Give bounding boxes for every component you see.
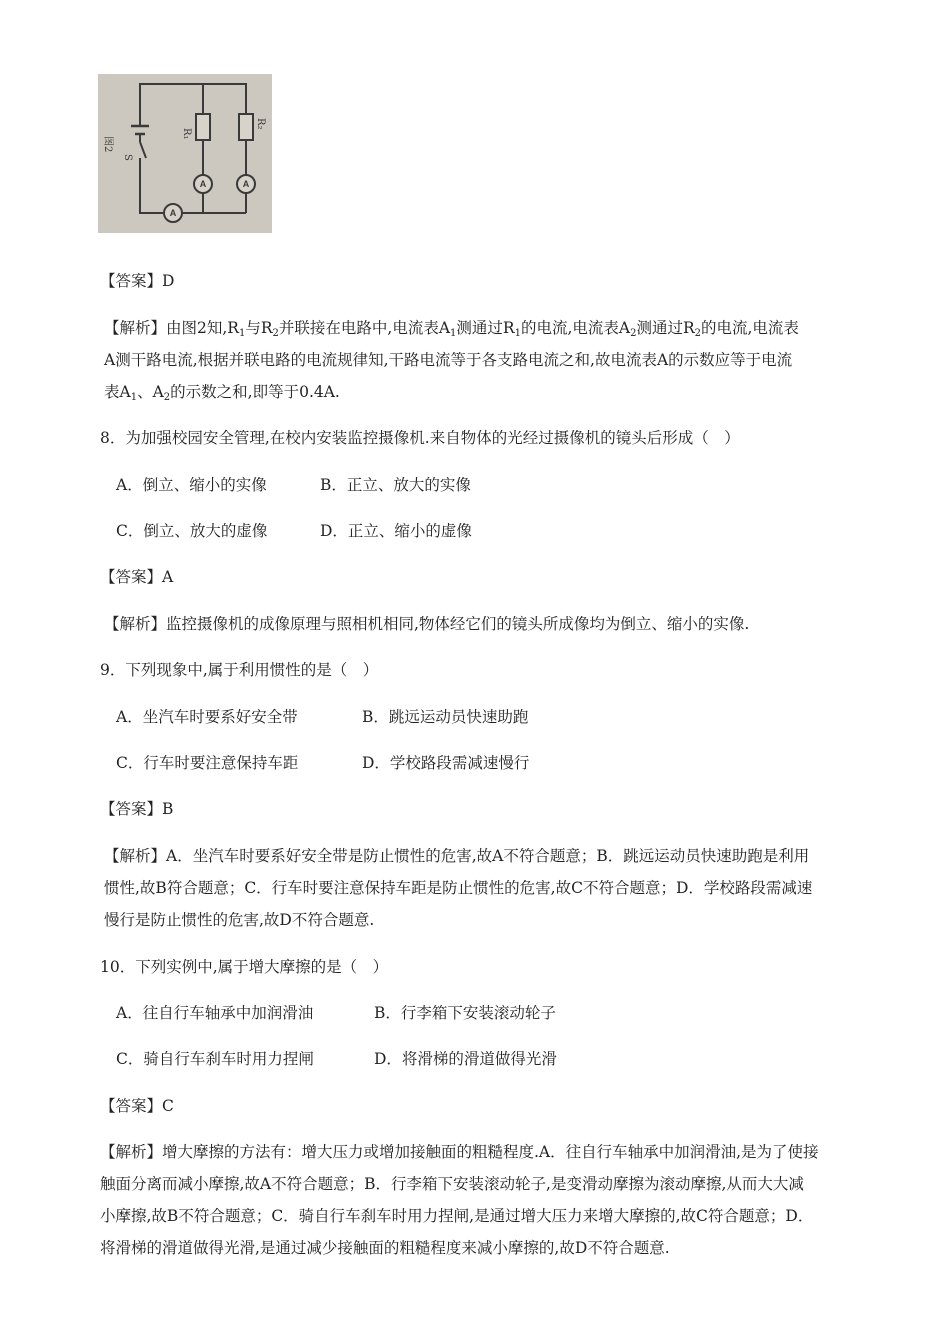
q8-option-a: A．倒立、缩小的实像 bbox=[116, 476, 267, 494]
r2-label: R₂ bbox=[255, 118, 266, 130]
q7-analysis-line-3: 表$A_1$、$A_2$的示数之和,即等于0.4A. bbox=[104, 383, 340, 403]
q9-option-c: C．行车时要注意保持车距 bbox=[116, 754, 299, 772]
r1-label: R₁ bbox=[181, 128, 192, 140]
q8-option-b: B．正立、放大的实像 bbox=[320, 476, 471, 494]
resistor-r1 bbox=[196, 114, 210, 140]
q10-question: 10．下列实例中,属于增大摩擦的是（ ） bbox=[100, 958, 389, 976]
q9-analysis-line-1: 【解析】A．坐汽车时要系好安全带是防止惯性的危害,故A不符合题意；B．跳远运动员快速助跑是利用 bbox=[104, 847, 810, 865]
q9-question: 9．下列现象中,属于利用惯性的是（ ） bbox=[100, 661, 379, 679]
q10-answer: 【答案】C bbox=[100, 1097, 174, 1115]
q8-answer: 【答案】A bbox=[100, 568, 174, 586]
q9-option-b: B．跳远运动员快速助跑 bbox=[362, 708, 529, 726]
q8-option-d: D．正立、缩小的虚像 bbox=[320, 522, 472, 540]
resistor-r2 bbox=[239, 114, 253, 140]
q10-analysis-line-4: 将滑梯的滑道做得光滑,是通过减少接触面的粗糙程度来减小摩擦的,故D不符合题意. bbox=[100, 1239, 670, 1257]
q9-answer: 【答案】B bbox=[100, 800, 174, 818]
q8-analysis: 【解析】监控摄像机的成像原理与照相机相同,物体经它们的镜头所成像均为倒立、缩小的实像. bbox=[104, 615, 750, 633]
q10-option-b: B．行李箱下安装滚动轮子 bbox=[374, 1004, 556, 1022]
q10-analysis-line-3: 小摩擦,故B不符合题意；C．骑自行车刹车时用力捏闸,是通过增大压力来增大摩擦的,故C符合题意；D． bbox=[100, 1207, 814, 1225]
q8-question: 8．为加强校园安全管理,在校内安装监控摄像机.来自物体的光经过摄像机的镜头后形成（ ） bbox=[100, 429, 740, 447]
q9-option-a: A．坐汽车时要系好安全带 bbox=[116, 708, 298, 726]
circuit-diagram-figure bbox=[98, 74, 272, 233]
ammeter-a-label: A bbox=[169, 208, 177, 218]
ammeter-a2-label: A bbox=[242, 179, 250, 189]
q9-analysis-line-3: 慢行是防止惯性的危害,故D不符合题意. bbox=[104, 911, 375, 929]
q9-option-d: D．学校路段需减速慢行 bbox=[362, 754, 530, 772]
q8-option-c: C．倒立、放大的虚像 bbox=[116, 522, 268, 540]
q10-analysis-line-2: 触面分离而减小摩擦,故A不符合题意；B．行李箱下安装滚动轮子,是变滑动摩擦为滚动摩擦,从而大大减 bbox=[100, 1175, 804, 1193]
q7-analysis-line-1: 【解析】由图2知$,R_1$与$R_2$并联接在电路中,电流表$A_1$测通过$R_1$的电流,电流表$A_2$测通过$R_2$的电流,电流表 bbox=[104, 319, 799, 339]
q10-option-a: A．往自行车轴承中加润滑油 bbox=[116, 1004, 314, 1022]
q10-option-c: C．骑自行车刹车时用力捏闸 bbox=[116, 1050, 314, 1068]
switch-label: S bbox=[122, 154, 133, 161]
q10-analysis-line-1: 【解析】增大摩擦的方法有：增大压力或增加接触面的粗糙程度.A．往自行车轴承中加润滑油,是为了使接 bbox=[100, 1143, 819, 1161]
circuit-diagram bbox=[98, 74, 272, 233]
ammeter-a1-label: A bbox=[199, 179, 207, 189]
q7-answer: 【答案】D bbox=[100, 272, 175, 290]
q9-analysis-line-2: 惯性,故B符合题意；C．行车时要注意保持车距是防止惯性的危害,故C不符合题意；D．学校路段需减速 bbox=[104, 879, 813, 897]
q10-option-d: D．将滑梯的滑道做得光滑 bbox=[374, 1050, 557, 1068]
q7-analysis-line-2: A测干路电流,根据并联电路的电流规律知,干路电流等于各支路电流之和,故电流表A的示数应等于电流 bbox=[104, 351, 793, 369]
figure-caption: 图2 bbox=[102, 136, 113, 153]
